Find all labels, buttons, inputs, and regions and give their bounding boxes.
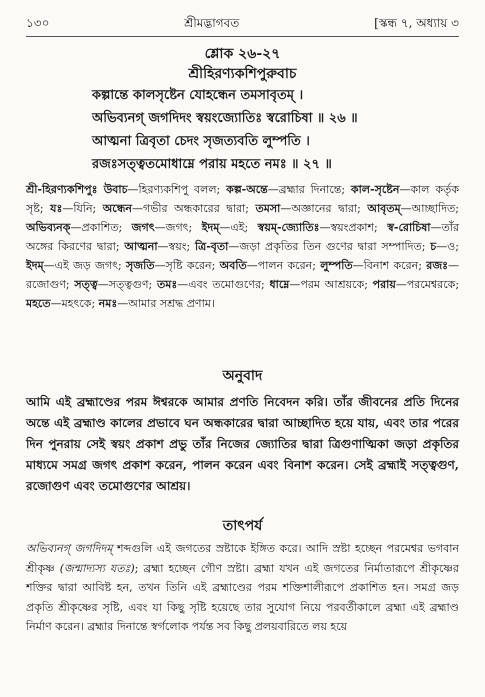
synonym-term: ইদম্	[201, 221, 220, 234]
synonym-term: কল্প-অন্তে	[226, 183, 268, 196]
verse-line: অভিব্যনগ্ জগদিদং স্বয়ংজ্যোতিঃ স্বরোচিষা ॥ ২৬ ॥	[92, 111, 358, 126]
synonym-term: তমঃ	[156, 278, 178, 291]
synonym-meaning: অজ্ঞানের দ্বারা	[291, 202, 358, 215]
verse-line: রজঃসত্ত্বতমোধাম্নে পরায় মহতে নমঃ ॥ ২৭ ॥	[92, 157, 332, 172]
synonym-term: অন্ধেন	[102, 202, 132, 215]
synonym-term: পরায়	[372, 278, 396, 291]
synonym-meaning: বিনাশ করেন	[363, 259, 419, 272]
synonym-meaning: পরমেশ্বরকে	[406, 278, 456, 291]
sanskrit-verse	[0, 84, 485, 176]
synonym-meaning: তাঁর অঙ্গের কিরণের দ্বারা	[26, 221, 459, 253]
synonym-term: স্বয়ম্-জ্যোতিঃ	[257, 221, 320, 234]
synonym-meaning: হিরণ্যকশিপু বলল	[138, 183, 217, 196]
purport-italic-term: অভিব্যনগ্ জগদিদম্	[26, 542, 113, 555]
page-number: ১৩০	[26, 16, 50, 30]
synonym-term: ধাম্নে	[269, 278, 290, 291]
synonym-term: আবৃতম্	[367, 202, 401, 215]
book-title: শ্রীমদ্ভাগবত	[184, 16, 240, 30]
verse-line: আত্মনা ত্রিবৃতা চেদং সৃজত্যবতি লুম্পতি ।	[92, 134, 310, 149]
synonym-term: ত্রি-বৃতা	[194, 240, 229, 253]
synonym-meaning: এই	[230, 221, 245, 234]
purport-text-part: শব্দগুলি এই জগতের স্রষ্টাকে ইঙ্গিত করে। আদি স্রষ্টা হচ্ছেন পরমেশ্বর ভগবান শ্রীকৃষ্ণ	[26, 542, 459, 575]
word-for-word-synonyms: শ্রী-হিরণ্যকশিপুঃ উবাচ—হিরণ্যকশিপু বলল; কল্প-অন্তে—ব্রহ্মার দিনান্তে; কাল-সৃষ্টেন—কাল কর্তৃক সৃষ্ট; যঃ—যিনি; অন্ধেন—গভীর অন্ধকারের দ্বারা; তমসা—অজ্ঞানের দ্বারা; আবৃতম্—আচ্ছাদিত; অভিব্যনক্—প্রকাশিত; জগৎ—জগৎ; ইদম্—এই; স্বয়ম্-জ্যোতিঃ—স্বয়ংপ্রকাশ; স্ব-রোচিষা—তাঁর অঙ্গের কিরণের দ্বারা; আত্মনা—স্বয়ং; ত্রি-বৃতা—জড়া প্রকৃতির তিন গুণের দ্বারা সম্পাদিত; চ—ও; ইদম্—এই জড় জগৎ; সৃজতি—সৃষ্টি করেন; অবতি—পালন করেন; লুম্পতি—বিনাশ করেন; রজঃ—রজোগুণ; সত্ত্ব—সত্ত্বগুণ; তমঃ—এবং তমোগুণের; ধাম্নে—পরম আশ্রয়কে; পরায়—পরমেশ্বরকে; মহতে—মহৎকে; নমঃ—আমার সশ্রদ্ধ প্রণাম।	[26, 183, 460, 310]
purport-heading: তাৎপর্য	[222, 518, 263, 534]
synonym-term: আত্মনা	[124, 240, 158, 253]
synonym-term: রজঃ	[426, 259, 449, 272]
synonym-term: ইদম্	[26, 259, 44, 272]
chapter-reference: [স্কন্ধ ৭, অধ্যায় ৩	[374, 16, 459, 30]
synonym-meaning: ব্রহ্মার দিনান্তে	[278, 183, 342, 196]
verse-line: কল্পান্তে কালসৃষ্টেন যোহন্ধেন তমসাবৃতম্ ।	[92, 88, 304, 103]
verse-block	[0, 44, 485, 176]
synonym-meaning: পরম আশ্রয়কে	[300, 278, 365, 291]
synonym-term: মহতে	[26, 297, 51, 310]
synonym-meaning: এই জড় জগৎ	[54, 259, 118, 272]
synonym-term: সৃজতি	[126, 259, 155, 272]
synonym-term: স্ব-রোচিষা	[387, 221, 431, 234]
synonym-term: চ	[430, 240, 437, 253]
synonym-meaning: পালন করেন	[257, 259, 313, 272]
translation-heading: অনুবাদ	[222, 368, 263, 384]
page-header	[26, 14, 459, 37]
verse-number: শ্লোক ২৬-২৭	[204, 46, 281, 62]
synonym-term: জগৎ	[131, 221, 155, 234]
synonym-meaning: ও	[447, 240, 456, 253]
synonym-meaning: আচ্ছাদিত	[411, 202, 456, 215]
synonym-term: তমসা	[255, 202, 281, 215]
synonym-meaning: সত্ত্বগুণ	[108, 278, 149, 291]
synonym-term: অবতি	[219, 259, 247, 272]
synonym-meaning: মহৎকে	[61, 297, 92, 310]
purport-text	[26, 539, 459, 637]
purport-italic-reference: (জন্মাদ্যস্য যতঃ)	[59, 561, 135, 575]
synonym-term: অভিব্যনক্	[26, 221, 71, 234]
synonym-meaning: স্বয়ং	[168, 240, 187, 253]
synonym-term: সত্ত্ব	[74, 278, 98, 291]
synonym-meaning: যিনি	[73, 202, 93, 215]
synonym-term: কাল-সৃষ্টেন	[350, 183, 400, 196]
synonym-meaning: সৃষ্টি করেন	[165, 259, 212, 272]
synonym-term: যঃ	[50, 202, 63, 215]
verse-speaker: শ্রীহিরণ্যকশিপুরুবাচ	[188, 66, 297, 82]
synonym-term: নমঃ	[98, 297, 118, 310]
synonym-meaning: রজোগুণ	[26, 278, 66, 291]
synonym-term: শ্রী-হিরণ্যকশিপুঃ উবাচ	[26, 183, 128, 196]
synonym-meaning: জগৎ	[165, 221, 189, 234]
translation-text: আমি এই ব্রহ্মাণ্ডের পরম ঈশ্বরকে আমার প্রণতি নিবেদন করি। তাঁর জীবনের প্রতি দিনের অন্তে এই ব্রহ্মাণ্ড কালের প্রভাবে ঘন অন্ধকারের দ্বারা আচ্ছাদিত হয়ে যায়, এবং তার পরের দিন পুনরায় সেই স্বয়ং প্রকাশ প্রভু তাঁর নিজের জ্যোতির দ্বারা ত্রিগুণাত্মিকা জড়া প্রকৃতির মাধ্যমে সমগ্র জগৎ প্রকাশ করেন, পালন করেন এবং বিনাশ করেন। সেই ব্রহ্মাই সত্ত্বগুণ, রজোগুণ এবং তমোগুণের আশ্রয়।	[26, 395, 459, 493]
purport-text-part: ; ব্রহ্মা হচ্ছেন গৌণ স্রষ্টা। ব্রহ্মা যখন এই জগতের নির্মাতারূপে শ্রীকৃষ্ণের শক্তির দ্বারা আবিষ্ট হন, তখন তিনি এই ব্রহ্মাণ্ডের পরম শক্তিশালীরূপে প্রকাশিত হন। সমগ্র জড় প্রকৃতি শ্রীকৃষ্ণের সৃষ্টি, এবং যা কিছু সৃষ্টি হয়েছে তার সুযোগ নিয়ে পরবর্তীকালে ব্রহ্মা এই ব্রহ্মাণ্ড নির্মাণ করেন। ব্রহ্মার দিনান্তে স্বর্গলোক পর্যন্ত সব কিছু প্রলয়বারিতে লয় হয়ে	[26, 561, 459, 633]
synonym-meaning: আমার সশ্রদ্ধ প্রণাম	[128, 297, 211, 310]
synonym-meaning: কাল কর্তৃক সৃষ্ট	[26, 183, 460, 215]
synonym-term: লুম্পতি	[320, 259, 353, 272]
synonym-meaning: প্রকাশিত	[81, 221, 119, 234]
synonym-meaning: জড়া প্রকৃতির তিন গুণের দ্বারা সম্পাদিত	[239, 240, 422, 253]
synonym-meaning: গভীর অন্ধকারের দ্বারা	[142, 202, 246, 215]
synonym-meaning: এবং তমোগুণের	[188, 278, 262, 291]
synonym-meaning: স্বয়ংপ্রকাশ	[330, 221, 374, 234]
